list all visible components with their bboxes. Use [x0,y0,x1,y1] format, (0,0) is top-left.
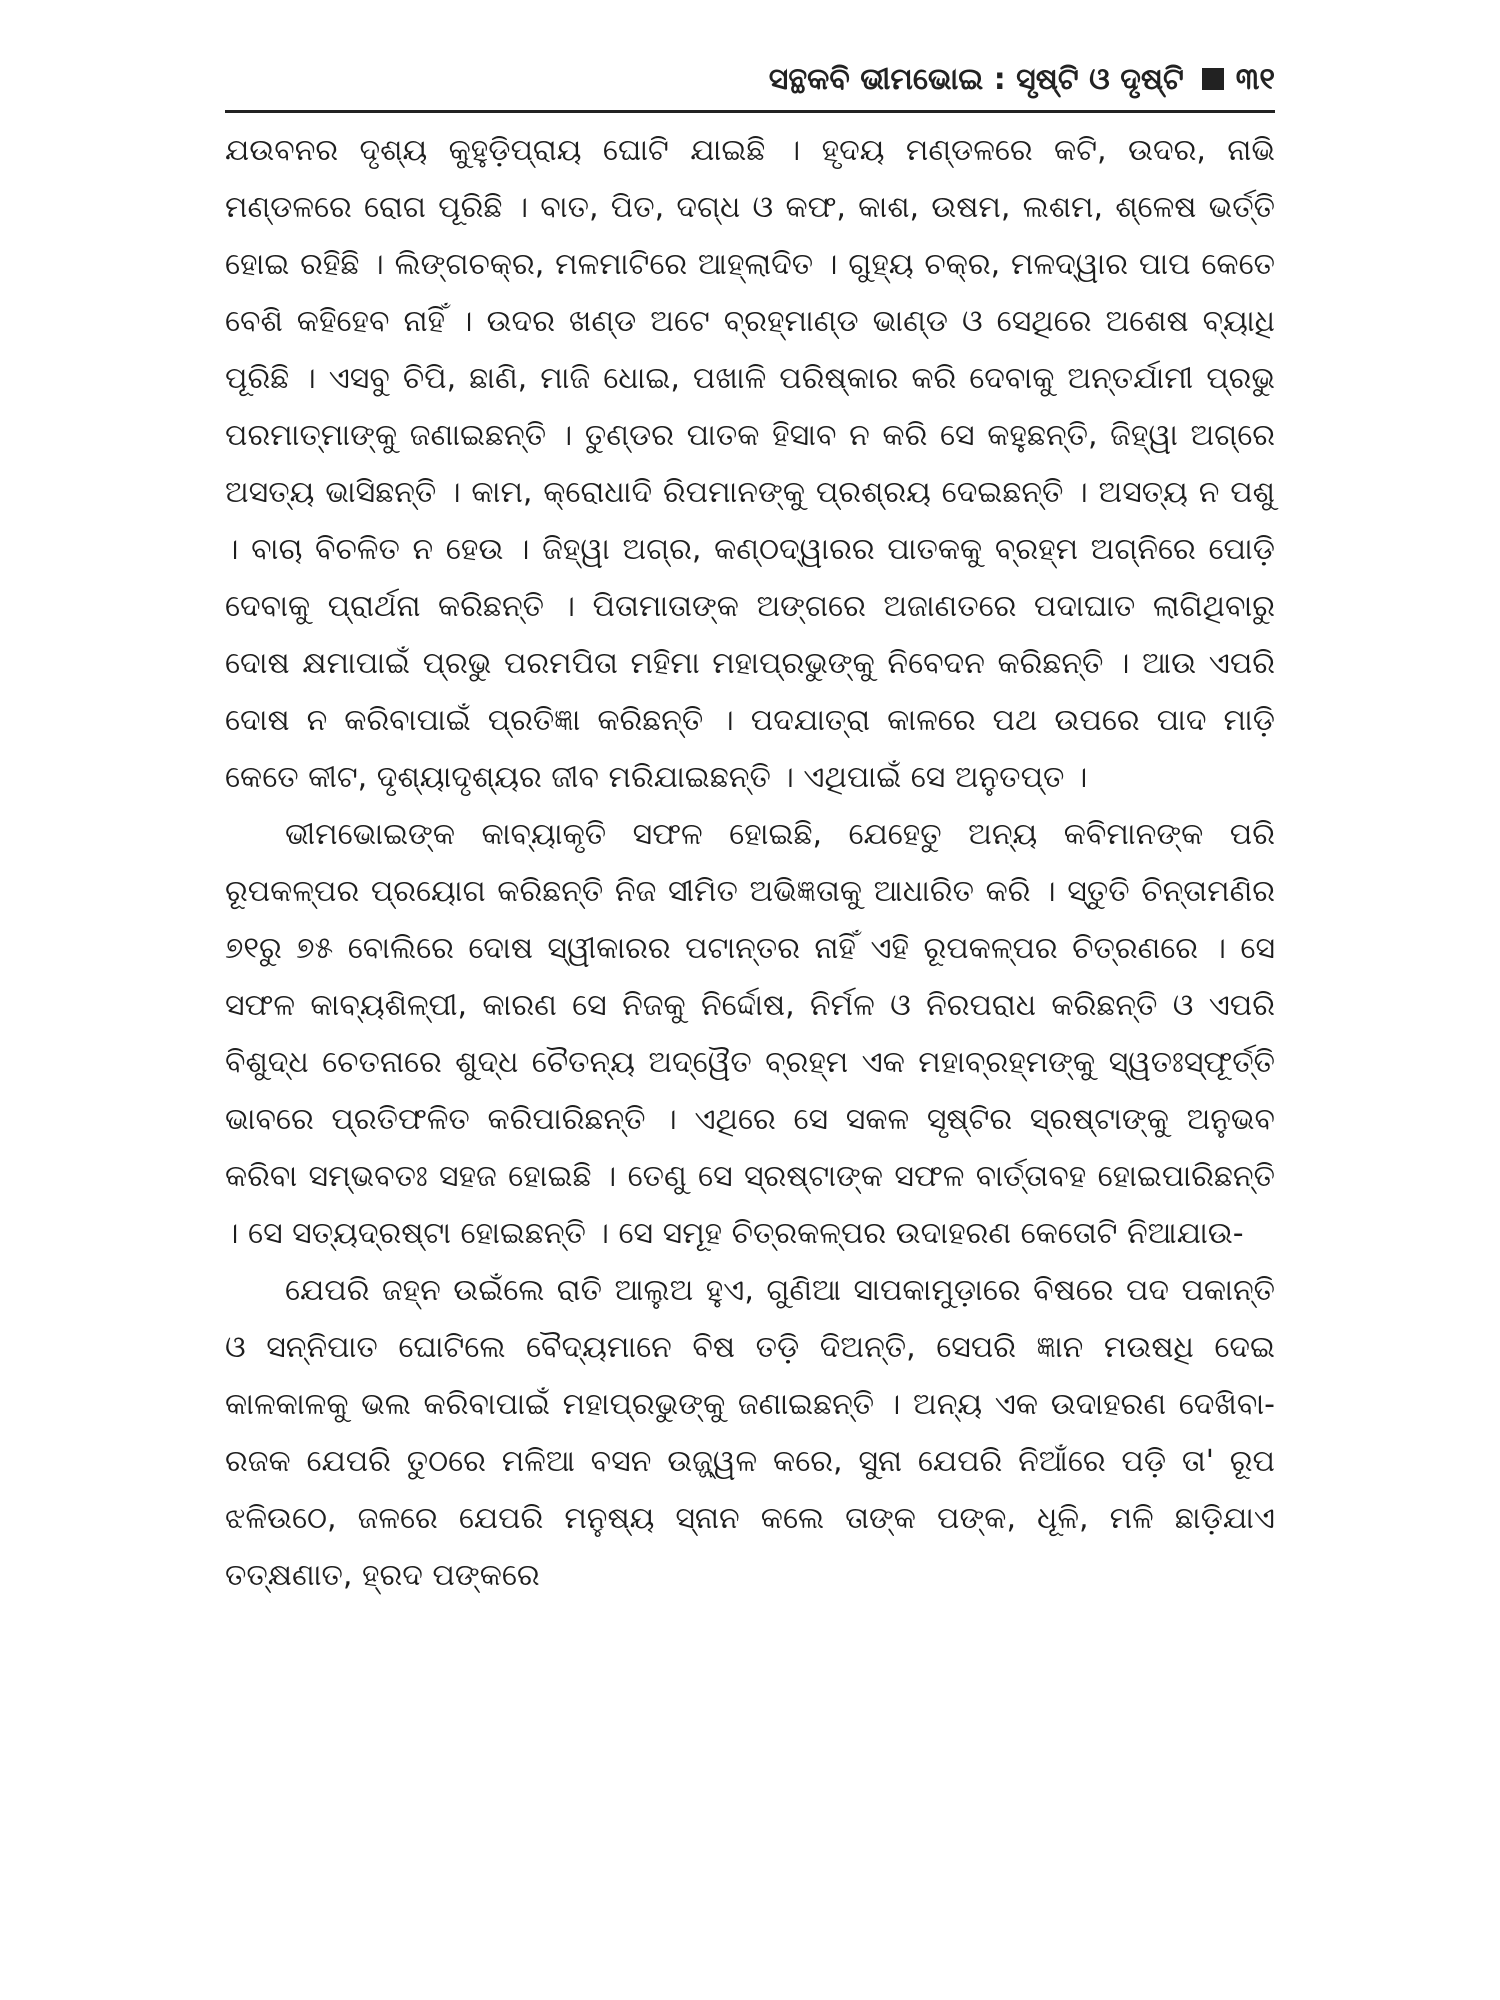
header-title: ସନ୍ଥକବି ଭୀମଭୋଇ : ସୃଷ୍ଟି ଓ ଦୃଷ୍ଟି [768,61,1184,97]
header-rule [225,110,1275,113]
header-square-marker [1202,68,1224,90]
paragraph-2: ଭୀମଭୋଇଙ୍କ କାବ୍ୟାକୃତି ସଫଳ ହୋଇଛି, ଯେହେତୁ ଅନ୍ୟ କବିମାନଙ୍କ ପରି ରୂପକଳ୍ପର ପ୍ରୟୋଗ କରିଛନ୍ତି ନିଜ ସୀମିତ ଅଭିଜ୍ଞତାକୁ ଆଧାରିତ କରି । ସ୍ତୁତି ଚିନ୍ତାମଣିର ୭୧ରୁ ୭୫ ବୋଲିରେ ଦୋଷ ସ୍ୱୀକାରର ପଟାନ୍ତର ନାହିଁ ଏହି ରୂପକଳ୍ପର ଚିତ୍ରଣରେ । ସେ ସଫଳ କାବ୍ୟଶିଳ୍ପୀ, କାରଣ ସେ ନିଜକୁ ନିର୍ଦ୍ଦୋଷ, ନିର୍ମଳ ଓ ନିରପରାଧ କରିଛନ୍ତି ଓ ଏପରି ବିଶୁଦ୍ଧ ଚେତନାରେ ଶୁଦ୍ଧ ଚୈତନ୍ୟ ଅଦ୍ୱୈତ ବ୍ରହ୍ମ ଏକ ମହାବ୍ରହ୍ମଙ୍କୁ ସ୍ୱତଃସ୍ଫୂର୍ତ୍ତି ଭାବରେ ପ୍ରତିଫଳିତ କରିପାରିଛନ୍ତି । ଏଥିରେ ସେ ସକଳ ସୃଷ୍ଟିର ସ୍ରଷ୍ଟାଙ୍କୁ ଅନୁଭବ କରିବା ସମ୍ଭବତଃ ସହଜ ହୋଇଛି । ତେଣୁ ସେ ସ୍ରଷ୍ଟାଙ୍କ ସଫଳ ବାର୍ତ୍ତାବହ ହୋଇପାରିଛନ୍ତି । ସେ ସତ୍ୟଦ୍ରଷ୍ଟା ହୋଇଛନ୍ତି । ସେ ସମୂହ ଚିତ୍ରକଳ୍ପର ଉଦାହରଣ କେତୋଟି ନିଆଯାଉ- [225,817,1275,1251]
paragraph-1: ଯଉବନର ଦୃଶ୍ୟ କୁହୁଡ଼ିପ୍ରାୟ ଘୋଟି ଯାଇଛି । ହୃଦୟ ମଣ୍ଡଳରେ କଟି, ଉଦର, ନାଭି ମଣ୍ଡଳରେ ରୋଗ ପୂରିଛି । ବାତ, ପିତ, ଦଗ୍ଧ ଓ କଫ, କାଶ, ଉଷମ, ଲଶମ, ଶ୍ଳେଷ ଭର୍ତ୍ତି ହୋଇ ରହିଛି । ଲିଙ୍ଗଚକ୍ର, ମଳମାଟିରେ ଆହ୍ଲାଦିତ । ଗୁହ୍ୟ ଚକ୍ର, ମଳଦ୍ୱାର ପାପ କେତେ ବେଶି କହିହେବ ନାହିଁ । ଉଦର ଖଣ୍ଡ ଅଟେ ବ୍ରହ୍ମାଣ୍ଡ ଭାଣ୍ଡ ଓ ସେଥିରେ ଅଶେଷ ବ୍ୟାଧି ପୂରିଛି । ଏସବୁ ଚିପି, ଛାଣି, ମାଜି ଧୋଇ, ପଖାଳି ପରିଷ୍କାର କରି ଦେବାକୁ ଅନ୍ତର୍ଯାମୀ ପ୍ରଭୁ ପରମାତ୍ମାଙ୍କୁ ଜଣାଇଛନ୍ତି । ତୁଣ୍ଡର ପାତକ ହିସାବ ନ କରି ସେ କହୁଛନ୍ତି, ଜିହ୍ୱା ଅଗ୍ରେ ଅସତ୍ୟ ଭାସିଛନ୍ତି । କାମ, କ୍ରୋଧାଦି ରିପମାନଙ୍କୁ ପ୍ରଶ୍ରୟ ଦେଇଛନ୍ତି । ଅସତ୍ୟ ନ ପଶୁ । ବାଚା ବିଚଳିତ ନ ହେଉ । ଜିହ୍ୱା ଅଗ୍ର, କଣ୍ଠଦ୍ୱାରର ପାତକକୁ ବ୍ରହ୍ମ ଅଗ୍ନିରେ ପୋଡ଼ି ଦେବାକୁ ପ୍ରାର୍ଥନା କରିଛନ୍ତି । ପିତାମାତାଙ୍କ ଅଙ୍ଗରେ ଅଜାଣତରେ ପଦାଘାତ ଲାଗିଥିବାରୁ ଦୋଷ କ୍ଷମାପାଇଁ ପ୍ରଭୁ ପରମପିତା ମହିମା ମହାପ୍ରଭୁଙ୍କୁ ନିବେଦନ କରିଛନ୍ତି । ଆଉ ଏପରି ଦୋଷ ନ କରିବାପାଇଁ ପ୍ରତିଜ୍ଞା କରିଛନ୍ତି । ପଦଯାତ୍ରା କାଳରେ ପଥ ଉପରେ ପାଦ ମାଡ଼ି କେତେ କୀଟ, ଦୃଶ୍ୟାଦୃଶ୍ୟର ଜୀବ ମରିଯାଇଛନ୍ତି । ଏଥିପାଇଁ ସେ ଅନୁତପ୍ତ । [225,133,1275,795]
page-number: ୩୧ [1235,61,1275,97]
running-header [225,52,1275,106]
paragraph-3: ଯେପରି ଜହ୍ନ ଉଇଁଲେ ରାତି ଆଲୁଅ ହୁଏ, ଗୁଣିଆ ସାପକାମୁଡ଼ାରେ ବିଷରେ ପଦ ପକାନ୍ତି ଓ ସନ୍ନିପାତ ଘୋଟିଲେ ବୈଦ୍ୟମାନେ ବିଷ ତଡ଼ି ଦିଅନ୍ତି, ସେପରି ଜ୍ଞାନ ମଉଷଧି ଦେଇ କାଳକାଳକୁ ଭଲ କରିବାପାଇଁ ମହାପ୍ରଭୁଙ୍କୁ ଜଣାଇଛନ୍ତି । ଅନ୍ୟ ଏକ ଉଦାହରଣ ଦେଖିବା-ରଜକ ଯେପରି ତୁଠରେ ମଳିଆ ବସନ ଉଜ୍ଜ୍ୱଳ କରେ, ସୁନା ଯେପରି ନିଆଁରେ ପଡ଼ି ତା' ରୂପ ଝଳିଉଠେ, ଜଳରେ ଯେପରି ମନୁଷ୍ୟ ସ୍ନାନ କଲେ ତାଙ୍କ ପଙ୍କ, ଧୂଳି, ମଳି ଛାଡ଼ିଯାଏ ତତ୍‌କ୍ଷଣାତ, ହ୍ରଦ ପଙ୍କରେ [225,1273,1275,1593]
body-text [225,122,1275,1604]
